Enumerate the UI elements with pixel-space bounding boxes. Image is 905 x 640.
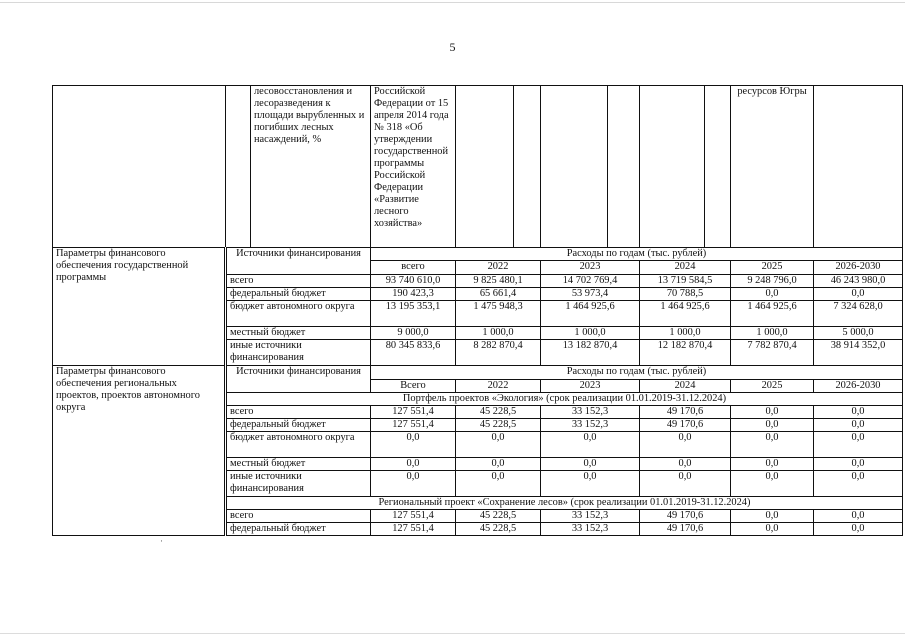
source-label: всего [226,275,371,288]
value-cell: 0,0 [640,458,731,471]
value-cell: 0,0 [814,288,903,301]
value-cell: 1 000,0 [541,327,640,340]
value-cell: 5 000,0 [814,327,903,340]
year-header: 2025 [731,261,814,275]
header-row [53,248,903,261]
year-header: 2024 [640,380,731,393]
value-cell: 13 195 353,1 [371,301,456,327]
top-cell-indicator: лесовосстановления и лесоразведения к площади вырубленных и погибших лесных насаждений, % [251,86,371,248]
year-header: Всего [371,380,456,393]
expenses-header: Расходы по годам (тыс. рублей) [371,366,903,380]
year-header: всего [371,261,456,275]
top-cell-2 [226,86,251,248]
value-cell: 0,0 [541,471,640,497]
value-cell: 0,0 [814,458,903,471]
value-cell: 1 000,0 [640,327,731,340]
value-cell: 53 973,4 [541,288,640,301]
page-number: 5 [449,40,456,54]
value-cell: 12 182 870,4 [640,340,731,366]
value-cell: 45 228,5 [456,419,541,432]
value-cell: 127 551,4 [371,523,456,536]
param-label: Параметры финансового обеспечения региональных проектов, проектов автономного округа [53,366,226,536]
value-cell: 127 551,4 [371,510,456,523]
value-cell: 0,0 [814,419,903,432]
value-cell: 13 719 584,5 [640,275,731,288]
expenses-header: Расходы по годам (тыс. рублей) [371,248,903,261]
value-cell: 0,0 [731,458,814,471]
top-cell-12 [814,86,903,248]
sources-header: Источники финансирования [226,366,371,393]
value-cell: 93 740 610,0 [371,275,456,288]
source-label: бюджет автономного округа [226,301,371,327]
value-cell: 45 228,5 [456,523,541,536]
year-header: 2022 [456,380,541,393]
value-cell: 0,0 [371,432,456,458]
source-label: федеральный бюджет [226,288,371,301]
value-cell: 0,0 [541,432,640,458]
value-cell: 1 000,0 [456,327,541,340]
value-cell: 80 345 833,6 [371,340,456,366]
program-table [52,85,903,536]
value-cell: 0,0 [731,471,814,497]
source-label: федеральный бюджет [226,523,371,536]
subsection-title: Портфель проектов «Экология» (срок реализации 01.01.2019-31.12.2024) [226,393,903,406]
value-cell: 7 324 628,0 [814,301,903,327]
value-cell: 38 914 352,0 [814,340,903,366]
source-label: местный бюджет [226,327,371,340]
value-cell: 0,0 [814,406,903,419]
value-cell: 49 170,6 [640,419,731,432]
value-cell: 70 788,5 [640,288,731,301]
top-cell-5 [456,86,514,248]
value-cell: 7 782 870,4 [731,340,814,366]
source-label: федеральный бюджет [226,419,371,432]
source-label: местный бюджет [226,458,371,471]
value-cell: 33 152,3 [541,510,640,523]
value-cell: 0,0 [814,471,903,497]
value-cell: 9 248 796,0 [731,275,814,288]
source-label: бюджет автономного округа [226,432,371,458]
value-cell: 65 661,4 [456,288,541,301]
projects-section [53,366,903,536]
top-cell-10 [705,86,731,248]
value-cell: 0,0 [371,458,456,471]
value-cell: 1 464 925,6 [541,301,640,327]
value-cell: 0,0 [731,510,814,523]
finance-section [53,248,903,366]
source-label: всего [226,406,371,419]
value-cell: 0,0 [456,471,541,497]
value-cell: 190 423,3 [371,288,456,301]
value-cell: 49 170,6 [640,523,731,536]
value-cell: 127 551,4 [371,419,456,432]
value-cell: 33 152,3 [541,523,640,536]
value-cell: 33 152,3 [541,406,640,419]
top-cell-7 [541,86,608,248]
year-header: 2023 [541,380,640,393]
value-cell: 0,0 [456,458,541,471]
top-row [53,86,903,248]
value-cell: 0,0 [371,471,456,497]
top-cell-8 [608,86,640,248]
sources-header: Источники финансирования [226,248,371,275]
value-cell: 0,0 [456,432,541,458]
value-cell: 0,0 [640,432,731,458]
top-cell-responsible: ресурсов Югры [731,86,814,248]
year-header: 2022 [456,261,541,275]
top-cell-1 [53,86,226,248]
value-cell: 13 182 870,4 [541,340,640,366]
year-header: 2025 [731,380,814,393]
value-cell: 0,0 [731,288,814,301]
value-cell: 45 228,5 [456,406,541,419]
header-row [53,366,903,380]
subsection-title: Региональный проект «Сохранение лесов» (срок реализации 01.01.2019-31.12.2024) [226,497,903,510]
value-cell: 0,0 [814,523,903,536]
value-cell: 1 464 925,6 [731,301,814,327]
top-cell-6 [514,86,541,248]
year-header: 2026-2030 [814,261,903,275]
value-cell: 1 464 925,6 [640,301,731,327]
year-header: 2026-2030 [814,380,903,393]
source-label: иные источники финансирования [226,340,371,366]
value-cell: 45 228,5 [456,510,541,523]
scan-speck: · [160,536,163,546]
value-cell: 0,0 [541,458,640,471]
value-cell: 14 702 769,4 [541,275,640,288]
value-cell: 49 170,6 [640,406,731,419]
value-cell: 0,0 [814,510,903,523]
value-cell: 0,0 [814,432,903,458]
source-label: всего [226,510,371,523]
top-cell-basis: Российской Федерации от 15 апреля 2014 года № 318 «Об утверждении государственной программы Российской Федерации «Развитие лесного хозяйства» [371,86,456,248]
scan-edge-top [0,2,905,3]
value-cell: 1 475 948,3 [456,301,541,327]
value-cell: 9 000,0 [371,327,456,340]
value-cell: 49 170,6 [640,510,731,523]
value-cell: 1 000,0 [731,327,814,340]
value-cell: 8 282 870,4 [456,340,541,366]
value-cell: 0,0 [731,419,814,432]
year-header: 2023 [541,261,640,275]
year-header: 2024 [640,261,731,275]
value-cell: 0,0 [731,432,814,458]
value-cell: 0,0 [731,523,814,536]
scan-edge-bottom [0,633,905,634]
value-cell: 0,0 [731,406,814,419]
top-cell-9 [640,86,705,248]
value-cell: 127 551,4 [371,406,456,419]
source-label: иные источники финансирования [226,471,371,497]
param-label: Параметры финансового обеспечения государственной программы [53,248,226,366]
value-cell: 46 243 980,0 [814,275,903,288]
value-cell: 0,0 [640,471,731,497]
value-cell: 33 152,3 [541,419,640,432]
value-cell: 9 825 480,1 [456,275,541,288]
